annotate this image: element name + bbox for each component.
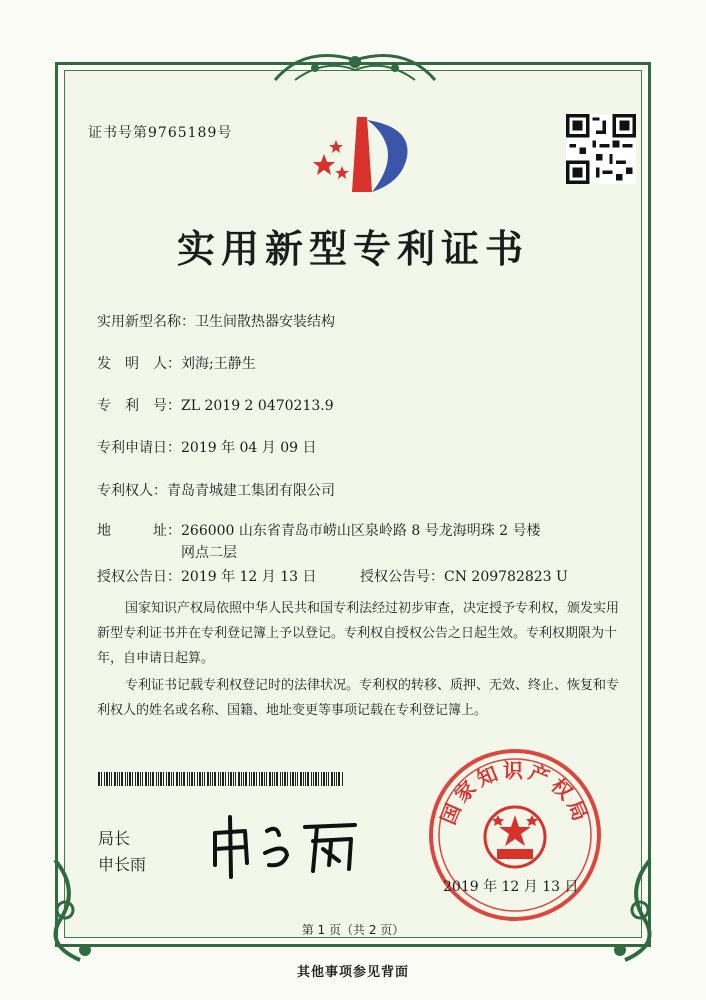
filing-date-value: 2019 年 04 月 09 日	[181, 440, 317, 456]
grant-date-value: 2019 年 12 月 13 日	[181, 569, 317, 585]
body-paragraph-1: 国家知识产权局依照中华人民共和国专利法经过初步审查，决定授予专利权，颁发实用新型专利证书并在专利登记簿上予以登记。专利权自授权公告之日起生效。专利权期限为十年，自申请日起算。	[97, 601, 620, 666]
utility-model-name-value: 卫生间散热器安装结构	[195, 314, 335, 330]
cnipa-logo	[312, 112, 422, 197]
inventor-label: 发 明 人：	[97, 356, 181, 372]
top-ornament	[255, 40, 455, 95]
patentee-value: 青岛青城建工集团有限公司	[167, 483, 335, 499]
patent-number-label: 专 利 号：	[97, 398, 181, 414]
page-indicator: 第 1 页（共 2 页）	[301, 923, 405, 937]
inventor-value: 刘海;王静生	[181, 356, 256, 372]
official-seal	[425, 745, 605, 925]
address-label: 地 址：	[97, 523, 181, 539]
address-row	[97, 520, 551, 564]
director-signature	[205, 805, 365, 885]
certificate-number-label: 证书号第	[88, 125, 148, 141]
grant-number-value: CN 209782823 U	[444, 569, 568, 585]
utility-model-name-label: 实用新型名称：	[97, 314, 195, 330]
certificate-number	[88, 122, 232, 142]
patent-number-value: ZL 2019 2 0470213.9	[181, 398, 334, 414]
certificate-title: 实用新型专利证书	[176, 226, 529, 271]
patentee-row	[97, 480, 335, 500]
barcode	[98, 772, 346, 786]
filing-date-row	[97, 437, 317, 457]
certificate-number-suffix: 号	[217, 125, 233, 141]
grant-date-label: 授权公告日：	[97, 569, 181, 585]
grant-number-row	[360, 566, 568, 586]
grant-number-label: 授权公告号：	[360, 569, 444, 585]
seal-text: 国家知识产权局	[435, 758, 595, 828]
footer-note: 其他事项参见背面	[296, 965, 409, 980]
director-name: 申长雨	[98, 855, 147, 874]
patentee-label: 专利权人：	[97, 483, 167, 499]
qr-code	[566, 114, 636, 184]
filing-date-label: 专利申请日：	[97, 440, 181, 456]
certificate-number-value: 9765189	[148, 125, 218, 141]
address-value: 266000 山东省青岛市崂山区泉岭路 8 号龙海明珠 2 号楼网点二层	[181, 523, 541, 561]
seal-date: 2019 年 12 月 13 日	[443, 879, 579, 895]
utility-model-name-row	[97, 311, 335, 331]
director-title: 局长	[98, 829, 131, 848]
body-paragraph-2: 专利证书记载专利权登记时的法律状况。专利权的转移、质押、无效、终止、恢复和专利权人的姓名或名称、国籍、地址变更等事项记载在专利登记簿上。	[97, 678, 620, 718]
grant-date-row	[97, 566, 317, 586]
patent-number-row	[97, 395, 334, 415]
inventor-row	[97, 353, 256, 373]
